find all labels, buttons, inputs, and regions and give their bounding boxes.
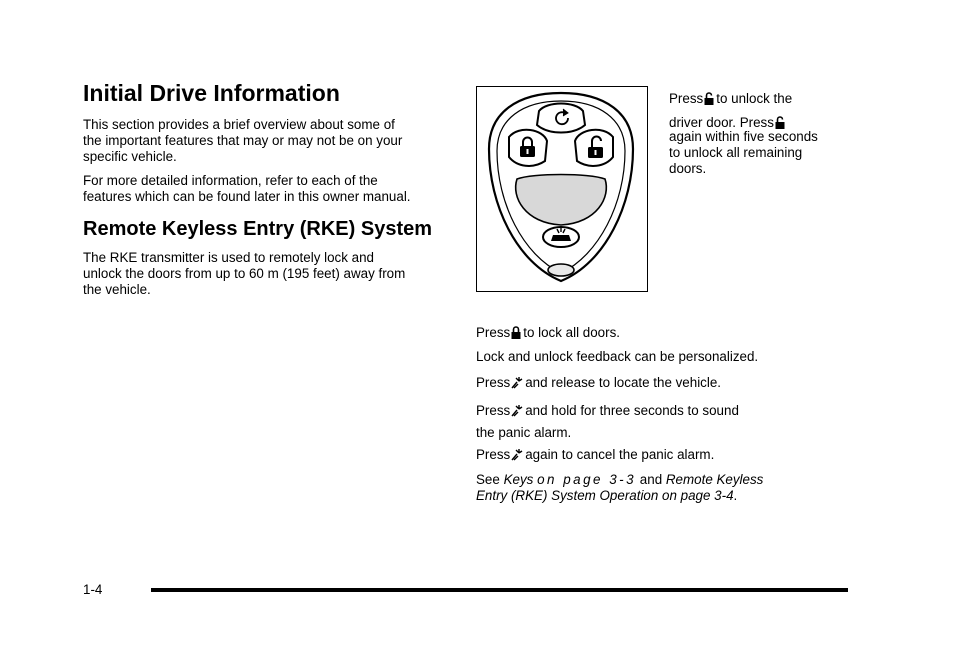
keys-page-reference[interactable]: on page 3-3 xyxy=(537,472,637,487)
text-line: again within five seconds xyxy=(669,129,818,144)
panic-instruction xyxy=(476,402,739,442)
see-label: See xyxy=(476,472,500,487)
feedback-paragraph xyxy=(476,349,758,365)
page-number: 1-4 xyxy=(83,582,103,597)
rke-paragraph xyxy=(83,250,405,298)
section-heading-rke: Remote Keyless Entry (RKE) System xyxy=(83,218,433,240)
text-line: the important features that may or may not be on your xyxy=(83,133,403,148)
unlock-text: to unlock the xyxy=(716,91,793,106)
keys-reference[interactable]: Keys xyxy=(503,472,534,487)
lock-instruction xyxy=(476,325,620,343)
key-fob-illustration xyxy=(476,86,648,292)
text-line xyxy=(476,488,763,504)
key-fob-drawing xyxy=(477,87,646,290)
and-label: and xyxy=(639,472,663,487)
text-line: to unlock all remaining xyxy=(669,145,803,160)
panic-button xyxy=(543,227,579,247)
cancel-instruction xyxy=(476,447,714,465)
period: . xyxy=(733,488,738,503)
text-line: doors. xyxy=(669,161,707,176)
rke-reference-line-1[interactable]: Remote Keyless xyxy=(665,472,764,487)
text-line: features which can be found later in this owner manual. xyxy=(83,189,411,204)
vehicle-locator-panic-icon xyxy=(511,404,523,422)
intro-paragraph-2 xyxy=(83,173,411,205)
cancel-text: again to cancel the panic alarm. xyxy=(525,447,715,462)
page-title: Initial Drive Information xyxy=(83,80,340,106)
text-line: specific vehicle. xyxy=(83,149,177,164)
press-label: Press xyxy=(669,91,704,106)
lock-icon xyxy=(511,326,521,343)
footer-rule xyxy=(151,588,848,592)
driver-door-text: driver door. Press xyxy=(669,115,774,130)
press-label: Press xyxy=(476,403,511,418)
text-line: the panic alarm. xyxy=(476,425,572,440)
text-line xyxy=(476,447,714,465)
see-references xyxy=(476,472,763,504)
press-label: Press xyxy=(476,375,511,390)
text-line xyxy=(476,325,620,343)
panic-text: and hold for three seconds to sound xyxy=(525,403,739,418)
text-line: The RKE transmitter is used to remotely lock and xyxy=(83,250,374,265)
vehicle-locator-panic-icon xyxy=(511,448,523,465)
text-line: the vehicle. xyxy=(83,282,151,297)
unlock-button xyxy=(575,130,613,166)
press-label: Press xyxy=(476,447,511,462)
text-line: For more detailed information, refer to each of the xyxy=(83,173,378,188)
unlock-instructions-continued xyxy=(669,129,818,177)
press-label: Press xyxy=(476,325,511,340)
text-line: Lock and unlock feedback can be personalized. xyxy=(476,349,759,364)
lock-button xyxy=(509,130,547,166)
intro-paragraph-1 xyxy=(83,117,402,165)
text-line: This section provides a brief overview about some of xyxy=(83,117,395,132)
unlock-icon xyxy=(704,92,714,110)
text-line xyxy=(669,90,792,110)
unlock-instructions xyxy=(669,90,792,134)
vehicle-locator-panic-icon xyxy=(511,376,523,393)
locate-instruction xyxy=(476,375,721,393)
text-line xyxy=(476,472,763,488)
text-line xyxy=(476,402,739,422)
locate-text: and release to locate the vehicle. xyxy=(525,375,722,390)
text-line: unlock the doors from up to 60 m (195 feet) away from xyxy=(83,266,406,281)
lock-text: to lock all doors. xyxy=(523,325,620,340)
rke-reference-line-2[interactable]: Entry (RKE) System Operation on page 3-4 xyxy=(476,488,734,503)
text-line xyxy=(476,375,721,393)
remote-start-button xyxy=(537,104,585,133)
